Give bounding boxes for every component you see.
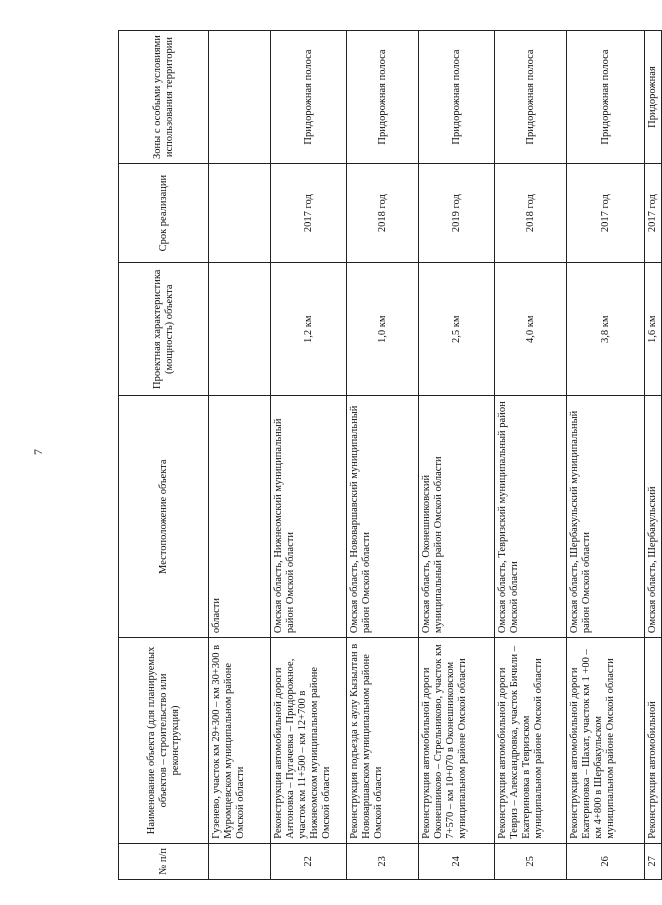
cell-num: 27 [645, 843, 662, 879]
cell-capacity: 1,6 км [645, 263, 662, 396]
cell-name: Реконструкция автомобильной дороги Оконешниково – Стрельниково, участок км 7+570 – км 10+070 в Оконешниковском муниципальном районе Омской области [419, 638, 495, 844]
table-row [209, 31, 271, 880]
cell-term: 2017 год [645, 164, 662, 263]
cell-num: 24 [419, 843, 495, 879]
cell-name: Гузенево, участок км 29+300 – км 30+300 в Муромцевском муниципальном районе Омской области [209, 638, 271, 844]
cell-num: 23 [347, 843, 419, 879]
table-row [347, 31, 419, 880]
page-number: 7 [31, 449, 45, 455]
cell-term: 2019 год [419, 164, 495, 263]
header-location: Местоположение объекта [119, 396, 209, 638]
cell-num [209, 843, 271, 879]
header-term: Срок реализации [119, 164, 209, 263]
cell-zone: Придорожная полоса [495, 31, 567, 164]
table-row [271, 31, 347, 880]
cell-capacity: 2,5 км [419, 263, 495, 396]
cell-term: 2017 год [271, 164, 347, 263]
rotated-table-container [118, 30, 658, 880]
header-capacity: Проектная характеристика (мощность) объекта [119, 263, 209, 396]
cell-capacity: 3,8 км [567, 263, 645, 396]
cell-name: Реконструкция автомобильной дороги Антоновка – Пугачевка – Придорожное, участок км 11+500 – км 12+700 в Нижнеомском муниципальном районе Омской области [271, 638, 347, 844]
cell-location: Омская область, Шербакульский [645, 396, 662, 638]
cell-num: 26 [567, 843, 645, 879]
cell-term: 2018 год [347, 164, 419, 263]
cell-location: Омская область, Нижнеомский муниципальный район Омской области [271, 396, 347, 638]
cell-capacity: 1,0 км [347, 263, 419, 396]
header-num: № п/п [119, 843, 209, 879]
cell-term: 2018 год [495, 164, 567, 263]
cell-location: Омская область, Тевризский муниципальный район Омской области [495, 396, 567, 638]
cell-name: Реконструкция подъезда к аулу Кызылтан в Нововаршавском муниципальном районе Омской области [347, 638, 419, 844]
cell-location: области [209, 396, 271, 638]
header-name: Наименование объекта (для планируемых объектов – строительство или реконструкция) [119, 638, 209, 844]
cell-name: Реконструкция автомобильной [645, 638, 662, 844]
cell-capacity [209, 263, 271, 396]
objects-table [118, 30, 662, 880]
cell-capacity: 1,2 км [271, 263, 347, 396]
table-header-row [119, 31, 209, 880]
cell-term: 2017 год [567, 164, 645, 263]
cell-zone: Придорожная полоса [419, 31, 495, 164]
cell-location: Омская область, Нововаршавский муниципальный район Омской области [347, 396, 419, 638]
cell-num: 22 [271, 843, 347, 879]
cell-capacity: 4,0 км [495, 263, 567, 396]
cell-name: Реконструкция автомобильной дороги Екатериновка – Шахат, участок км 1 +00 – км 4+800 в Шербакульском муниципальном районе Омской области [567, 638, 645, 844]
cell-name: Реконструкция автомобильной дороги Тевриз – Александровка, участок Бичили – Екатериновка в Тевризском муниципальном районе Омской области [495, 638, 567, 844]
header-zone: Зоны с особыми условиями использования территории [119, 31, 209, 164]
cell-zone [209, 31, 271, 164]
cell-location: Омская область, Шербакульский муниципальный район Омской области [567, 396, 645, 638]
cell-zone: Придорожная полоса [271, 31, 347, 164]
table-row [645, 31, 662, 880]
cell-zone: Придорожная [645, 31, 662, 164]
cell-location: Омская область, Оконешниковский муниципальный район Омской области [419, 396, 495, 638]
cell-term [209, 164, 271, 263]
cell-zone: Придорожная полоса [567, 31, 645, 164]
table-row [495, 31, 567, 880]
table-row [567, 31, 645, 880]
cell-zone: Придорожная полоса [347, 31, 419, 164]
table-row [419, 31, 495, 880]
cell-num: 25 [495, 843, 567, 879]
